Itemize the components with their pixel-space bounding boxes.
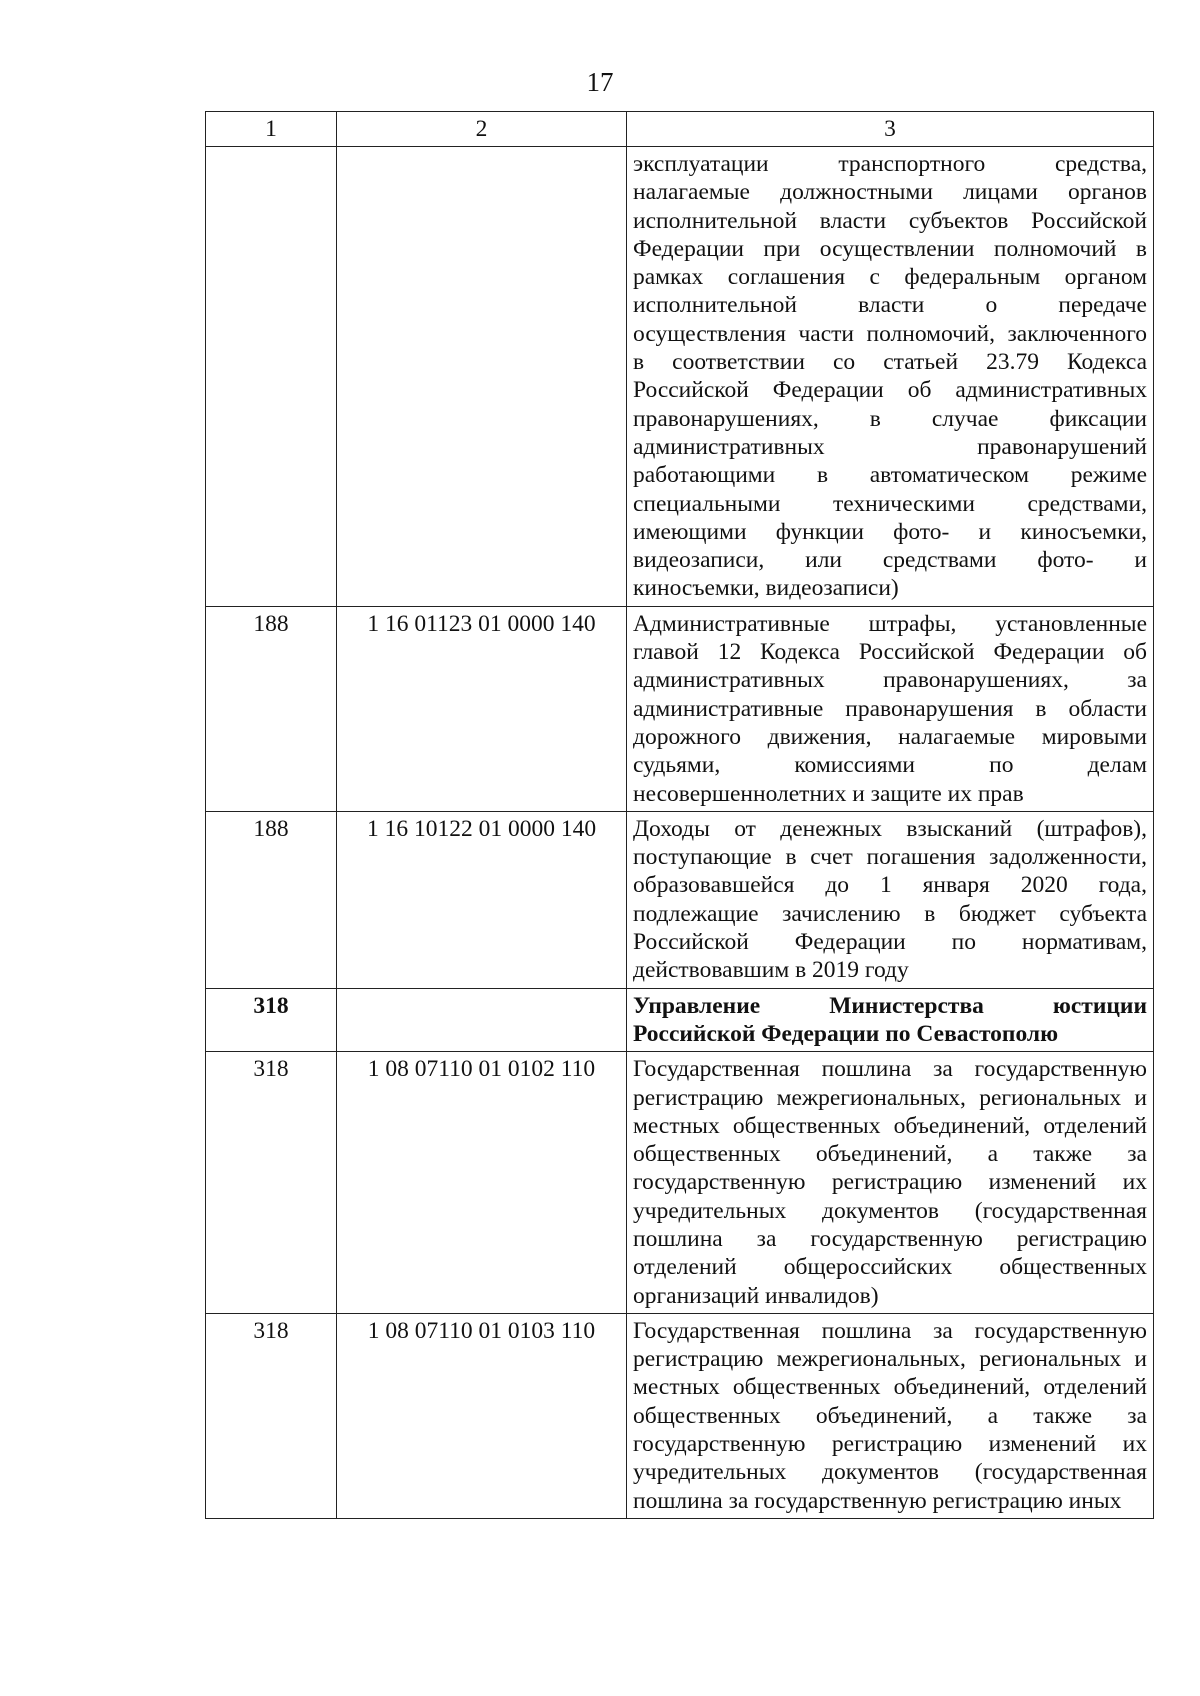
table-row (206, 147, 1154, 607)
description-line: учредительных документов (государственная (633, 1197, 1147, 1224)
admin-code-cell: 318 (206, 988, 337, 1052)
description-line: видеозаписи, или средствами фото- и (633, 547, 1147, 574)
description-line: Доходы от денежных взысканий (штрафов), (633, 815, 1147, 842)
description-line: общественных объединений, а также за (633, 1141, 1147, 1168)
description-line: государственную регистрацию изменений их (633, 1431, 1147, 1458)
description-cell (627, 1313, 1154, 1518)
description-line: административные правонарушения в области (633, 695, 1147, 722)
description-line: административных правонарушениях, за (633, 667, 1147, 694)
description-line: налагаемые должностными лицами органов (633, 179, 1147, 206)
description-line: Государственная пошлина за государственную (633, 1056, 1147, 1083)
income-code-cell: 1 08 07110 01 0102 110 (337, 1052, 627, 1314)
description-line: дорожного движения, налагаемые мировыми (633, 723, 1147, 750)
description-line: отделений общероссийских общественных (633, 1254, 1147, 1281)
description-line: местных общественных объединений, отделений (633, 1112, 1147, 1139)
income-code-cell: 1 08 07110 01 0103 110 (337, 1313, 627, 1518)
description-line: эксплуатации транспортного средства, (633, 151, 1147, 177)
income-code-cell (337, 988, 627, 1052)
table-row (206, 1052, 1154, 1314)
table-header-row (206, 112, 1154, 147)
description-line: Российской Федерации об административных (633, 377, 1147, 404)
income-code-cell: 1 16 01123 01 0000 140 (337, 606, 627, 811)
table-row (206, 1313, 1154, 1518)
description-line: пошлина за государственную регистрацию иных (633, 1487, 1122, 1514)
description-line: правонарушениях, в случае фиксации (633, 405, 1147, 432)
column-header-2: 2 (337, 112, 627, 147)
description-line: Российской Федерации по Севастополю (633, 1020, 1059, 1047)
column-header-1: 1 (206, 112, 337, 147)
description-line: Российской Федерации по нормативам, (633, 929, 1147, 956)
table-row (206, 811, 1154, 988)
description-line: общественных объединений, а также за (633, 1402, 1147, 1429)
description-cell (627, 988, 1154, 1052)
description-cell (627, 147, 1154, 607)
description-line: имеющими функции фото- и киносъемки, (633, 518, 1147, 545)
admin-code-cell: 188 (206, 811, 337, 988)
description-line: государственную регистрацию изменений их (633, 1169, 1147, 1196)
description-line: административных правонарушений (633, 433, 1147, 460)
admin-code-cell: 318 (206, 1052, 337, 1314)
description-cell (627, 811, 1154, 988)
budget-classification-table (205, 111, 1154, 1519)
description-line: специальными техническими средствами, (633, 490, 1147, 517)
description-line: рамках соглашения с федеральным органом (633, 264, 1147, 291)
description-line: осуществления части полномочий, заключенного (633, 320, 1147, 347)
description-line: действовавшим в 2019 году (633, 957, 909, 984)
description-line: Управление Министерства юстиции (633, 992, 1147, 1019)
admin-code-cell (206, 147, 337, 607)
description-line: регистрацию межрегиональных, региональных и (633, 1084, 1147, 1111)
description-cell (627, 606, 1154, 811)
description-line: образовавшейся до 1 января 2020 года, (633, 872, 1147, 899)
admin-code-cell: 188 (206, 606, 337, 811)
column-header-3: 3 (627, 112, 1154, 147)
admin-code-cell: 318 (206, 1313, 337, 1518)
description-line: работающими в автоматическом режиме (633, 462, 1147, 489)
page-number: 17 (586, 67, 614, 97)
description-line: исполнительной власти о передаче (633, 292, 1147, 319)
description-line: в соответствии со статьей 23.79 Кодекса (633, 349, 1147, 376)
table-row (206, 606, 1154, 811)
description-line: главой 12 Кодекса Российской Федерации об (633, 639, 1147, 666)
description-line: исполнительной власти субъектов Российской (633, 207, 1147, 234)
description-line: поступающие в счет погашения задолженности, (633, 844, 1147, 871)
description-line: местных общественных объединений, отделений (633, 1374, 1147, 1401)
income-code-cell (337, 147, 627, 607)
description-line: несовершеннолетних и защите их прав (633, 780, 1024, 807)
description-line: подлежащие зачислению в бюджет субъекта (633, 900, 1147, 927)
description-line: киносъемки, видеозаписи) (633, 575, 899, 602)
description-line: Федерации при осуществлении полномочий в (633, 235, 1147, 262)
description-line: организаций инвалидов) (633, 1282, 879, 1309)
description-line: Административные штрафы, установленные (633, 610, 1147, 637)
table-body (206, 147, 1154, 1519)
description-line: учредительных документов (государственная (633, 1459, 1147, 1486)
description-line: регистрацию межрегиональных, региональных и (633, 1346, 1147, 1373)
description-cell (627, 1052, 1154, 1314)
description-line: судьями, комиссиями по делам (633, 752, 1147, 779)
description-line: Государственная пошлина за государственную (633, 1317, 1147, 1344)
table-row (206, 988, 1154, 1052)
description-line: пошлина за государственную регистрацию (633, 1225, 1147, 1252)
income-code-cell: 1 16 10122 01 0000 140 (337, 811, 627, 988)
